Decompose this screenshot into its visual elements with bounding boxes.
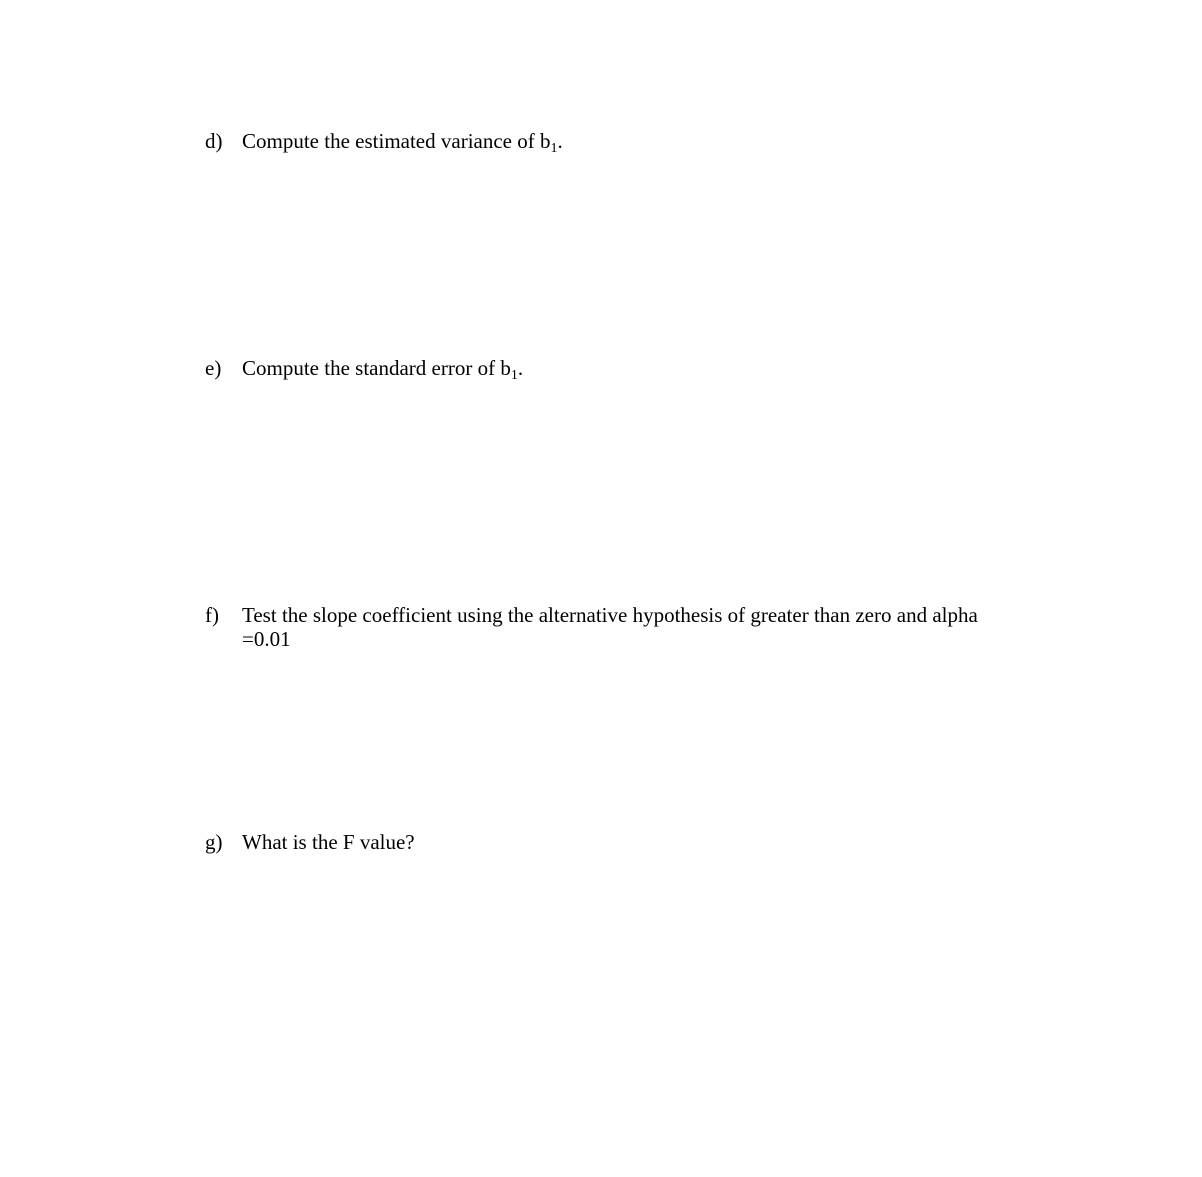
question-text (242, 356, 1042, 384)
question-text-main: What is the F value? (242, 830, 415, 854)
subscript: 1 (510, 368, 518, 383)
question-suffix: . (517, 356, 524, 380)
subscript: 1 (550, 141, 558, 156)
question-label: f) (205, 603, 219, 627)
question-label: e) (205, 356, 222, 380)
question-text (242, 603, 1042, 651)
question-label: g) (205, 830, 223, 854)
question-text-main: Compute the standard error of b (242, 356, 511, 380)
question-text-main: Compute the estimated variance of b (242, 129, 551, 153)
question-text-main: Test the slope coefficient using the alternative hypothesis of greater than zero and alpha (242, 603, 978, 627)
question-text (242, 830, 1042, 854)
question-suffix: . (557, 129, 563, 153)
question-text-continuation: =0.01 (242, 627, 291, 651)
question-label: d) (205, 129, 223, 153)
question-text (242, 129, 1042, 157)
